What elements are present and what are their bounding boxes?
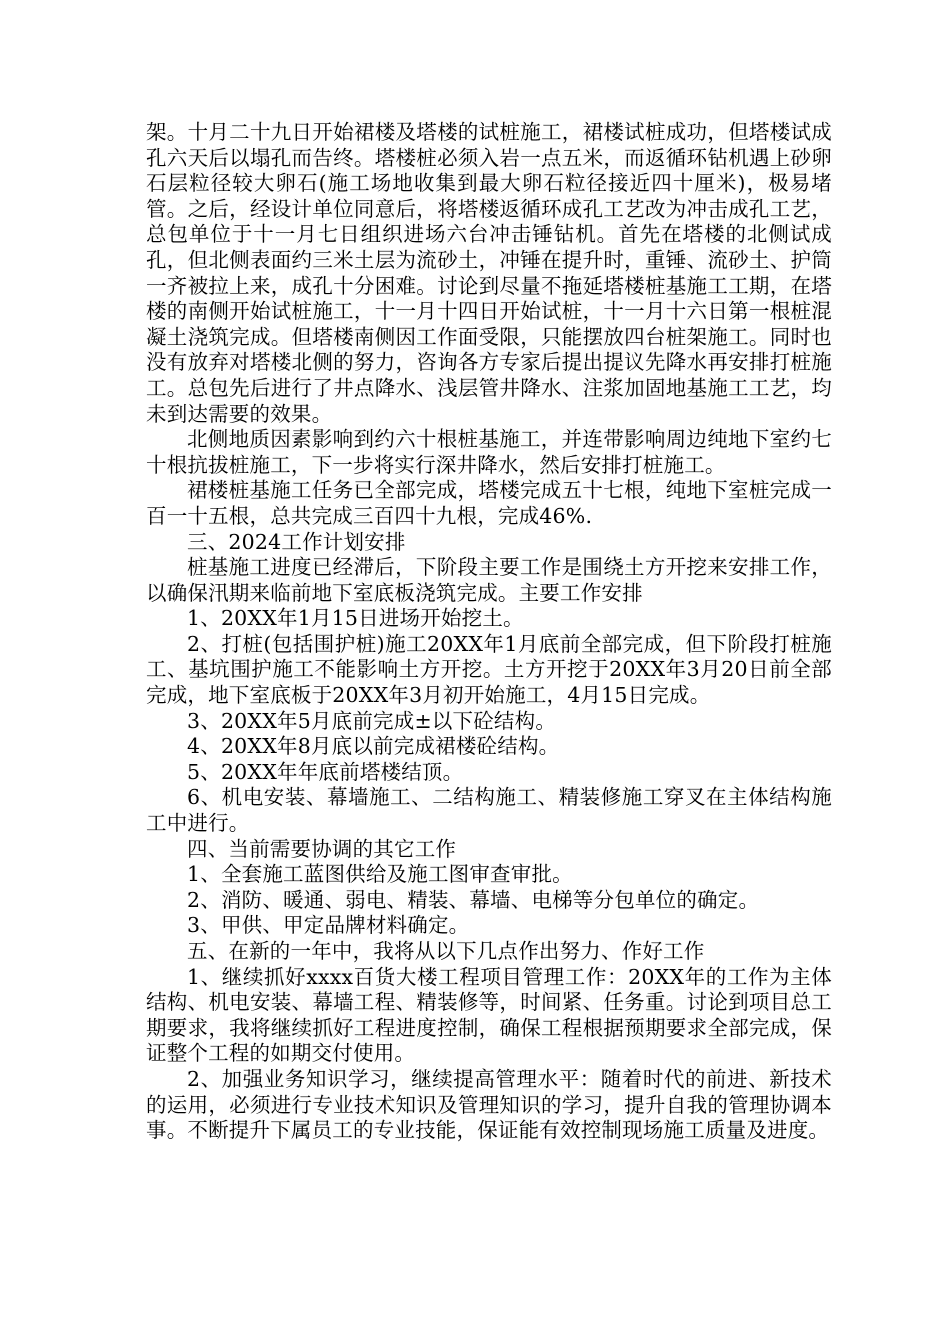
- coordination-item-2: 2、消防、暖通、弱电、精装、幕墙、电梯等分包单位的确定。: [187, 887, 760, 912]
- plan-item-6: 6、机电安装、幕墙施工、二结构施工、精装修施工穿叉在主体结构施工中进行。: [146, 785, 832, 836]
- plan-item-5: 5、20XX年年底前塔楼结顶。: [187, 759, 464, 784]
- effort-item-1: 1、继续抓好xxxx百货大楼工程项目管理工作：20XX年的工作为主体结构、机电安装、幕墙工程、精装修等，时间紧、任务重。讨论到项目总工期要求，我将继续抓好工程进度控制，确保工程根据预期要求全部完成，保证整个工程的如期交付使用。: [146, 964, 832, 1066]
- plan-item-3: 3、20XX年5月底前完成±以下砼结构。: [187, 708, 557, 733]
- plan-item-2: 2、打桩(包括围护桩)施工20XX年1月底前全部完成，但下阶段打桩施工、基坑围护施工不能影响土方开挖。土方开挖于20XX年3月20日前全部完成，地下室底板于20XX年3月初开始施工，4月15日完成。: [146, 631, 832, 708]
- coordination-item-3: 3、甲供、甲定品牌材料确定。: [187, 913, 470, 938]
- coordination-item-1: 1、全套施工蓝图供给及施工图审查审批。: [187, 862, 573, 887]
- section-heading-coordination: 四、当前需要协调的其它工作: [187, 836, 457, 861]
- paragraph-pile-completion-status: 裙楼桩基施工任务已全部完成，塔楼完成五十七根，纯地下室桩完成一百一十五根，总共完成三百四十九根，完成46%.: [146, 478, 832, 528]
- section-heading-new-year-efforts: 五、在新的一年中，我将从以下几点作出努力、作好工作: [187, 939, 705, 963]
- paragraph-north-side-geology: 北侧地质因素影响到约六十根桩基施工，并连带影响周边纯地下室约七十根抗拔桩施工，下一步将实行深井降水，然后安排打桩施工。: [146, 427, 832, 477]
- plan-item-4: 4、20XX年8月底以前完成裙楼砼结构。: [187, 734, 560, 759]
- section-heading-work-plan: 三、2024工作计划安排: [187, 529, 406, 554]
- paragraph-pile-trial-construction: 架。十月二十九日开始裙楼及塔楼的试桩施工，裙楼试桩成功，但塔楼试成孔六天后以塌孔而告终。塔楼桩必须入岩一点五米，而返循环钻机遇上砂卵石层粒径较大卵石(施工场地收集到最大卵石粒径接近四十厘米)，极易堵管。之后，经设计单位同意后，将塔楼返循环成孔工艺改为冲击成孔工艺，总包单位于十一月七日组织进场六台冲击锤钻机。首先在塔楼的北侧试成孔，但北侧表面约三米土层为流砂土，冲锤在提升时，重锤、流砂土、护筒一齐被拉上来，成孔十分困难。讨论到尽量不拖延塔楼桩基施工工期，在塔楼的南侧开始试桩施工，十一月十四日开始试桩，十一月十六日第一根桩混凝土浇筑完成。但塔楼南侧因工作面受限，只能摆放四台桩架施工。同时也没有放弃对塔楼北侧的努力，咨询各方专家后提出提议先降水再安排打桩施工。总包先后进行了井点降水、浅层管井降水、注浆加固地基施工工艺，均未到达需要的效果。: [146, 120, 832, 426]
- plan-item-1: 1、20XX年1月15日进场开始挖土。: [187, 606, 524, 631]
- document-body: [146, 120, 832, 1144]
- paragraph-plan-intro: 桩基施工进度已经滞后，下阶段主要工作是围绕土方开挖来安排工作，以确保汛期来临前地下室底板浇筑完成。主要工作安排: [146, 555, 832, 605]
- effort-item-2: 2、加强业务知识学习，继续提高管理水平：随着时代的前进、新技术的运用，必须进行专业技术知识及管理知识的学习，提升自我的管理协调本事。不断提升下属员工的专业技能，保证能有效控制现场施工质量及进度。: [146, 1066, 832, 1143]
